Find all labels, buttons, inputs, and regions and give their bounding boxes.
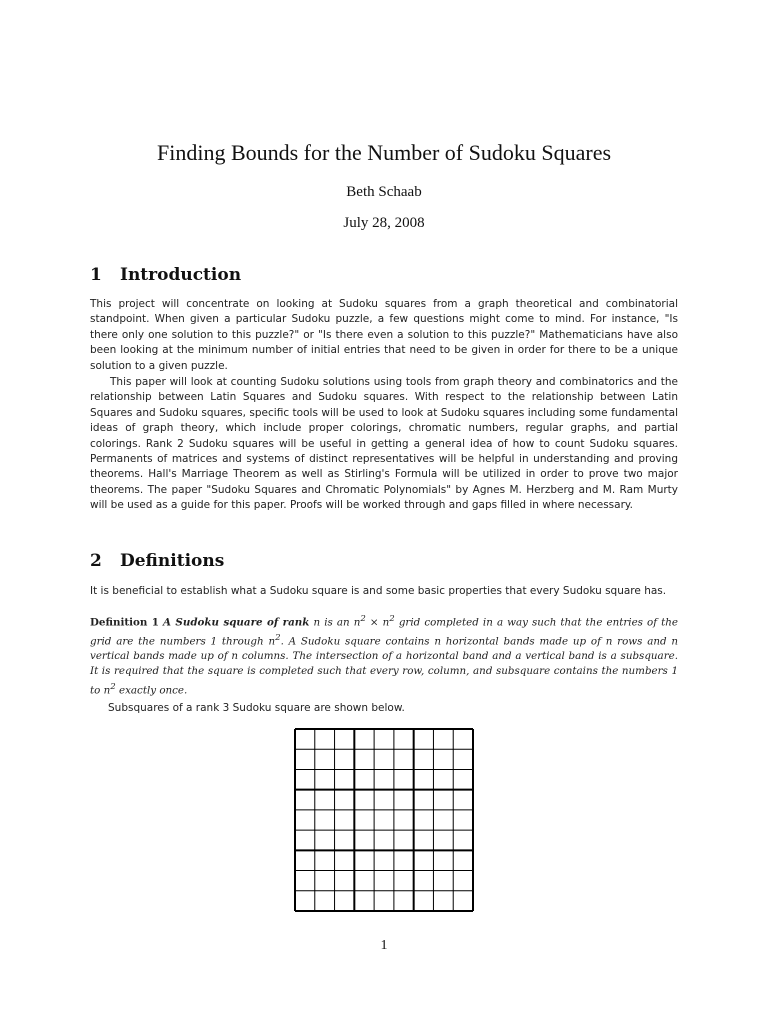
intro-paragraph-2: This paper will look at counting Sudoku solutions using tools from graph theory and combinatorics and the relationship between Latin Squares and Sudoku squares. With respect to the relationship between Latin Squares and Sudoku squares, specific tools will be used to look at Sudoku squares including some fundamental ideas of graph theory, which include proper colorings, chromatic numbers, regular graphs, and partial colorings. Rank 2 Sudoku squares will be useful in getting a general idea of how to count Sudoku squares. Permanents of matrices and systems of distinct representatives will be helpful in understanding and proving theorems. Hall's Marriage Theorem as well as Stirling's Formula will be utilized in order to prove two major theorems. The paper "Sudoku Squares and Chromatic Polynomials" by Agnes M. Herzberg and M. Ram Murty will be used as a guide for this paper. Proofs will be worked through and gaps filled in where necessary. (90, 376, 678, 512)
definition-term: A Sudoku square of rank (163, 616, 310, 629)
definition-1 (90, 612, 678, 698)
date: July 28, 2008 (343, 215, 425, 231)
superscript: 2 (110, 681, 116, 692)
section-title: Introduction (120, 265, 242, 285)
definition-text: exactly once. (115, 684, 188, 697)
superscript: 2 (360, 614, 366, 624)
section-number: 1 (90, 265, 102, 285)
var-n: n (103, 684, 111, 697)
times-sign: × (365, 616, 383, 629)
page-number: 1 (380, 938, 388, 953)
var-n: n (353, 616, 361, 629)
var-n: n (268, 635, 276, 648)
intro-paragraph-1: This project will concentrate on looking at Sudoku squares from a graph theoretical and combinatorial standpoint. When given a particular Sudoku puzzle, a few questions might come to mind. For instance, "Is there only one solution to this puzzle?" or "Is there even a solution to this puzzle?" Mathematicians have also been looking at the minimum number of initial entries that need to be given in order for there to be a unique solution to a given puzzle. (90, 298, 678, 372)
section-heading-definitions (90, 551, 224, 571)
var-n: n (313, 616, 321, 629)
definition-text: . A Sudoku square contains n horizontal bands made up of n rows and n vertical bands made up of n columns. The intersection of a horizontal band and a vertical band is a subsquare. It is required that the square is completed such that every row, column, and subsquare contains the numbers 1 to (90, 635, 678, 697)
sudoku-grid (294, 728, 474, 912)
subsquares-caption: Subsquares of a rank 3 Sudoku square are shown below. (108, 702, 405, 714)
definitions-paragraph: It is beneficial to establish what a Sudoku square is and some basic properties that every Sudoku square has. (90, 585, 667, 597)
section-title: Definitions (120, 551, 225, 571)
superscript: 2 (389, 614, 395, 624)
paper-title: Finding Bounds for the Number of Sudoku Squares (156, 140, 612, 165)
definition-text: is an (320, 616, 354, 629)
definition-label: Definition 1 (90, 616, 159, 629)
var-n: n (382, 616, 390, 629)
section-number: 2 (90, 551, 102, 571)
section-heading-introduction (90, 265, 241, 285)
superscript: 2 (275, 632, 281, 643)
definition-text: grid completed in a way such that the entries of the grid are the numbers 1 through (90, 616, 678, 648)
author: Beth Schaab (346, 184, 422, 200)
